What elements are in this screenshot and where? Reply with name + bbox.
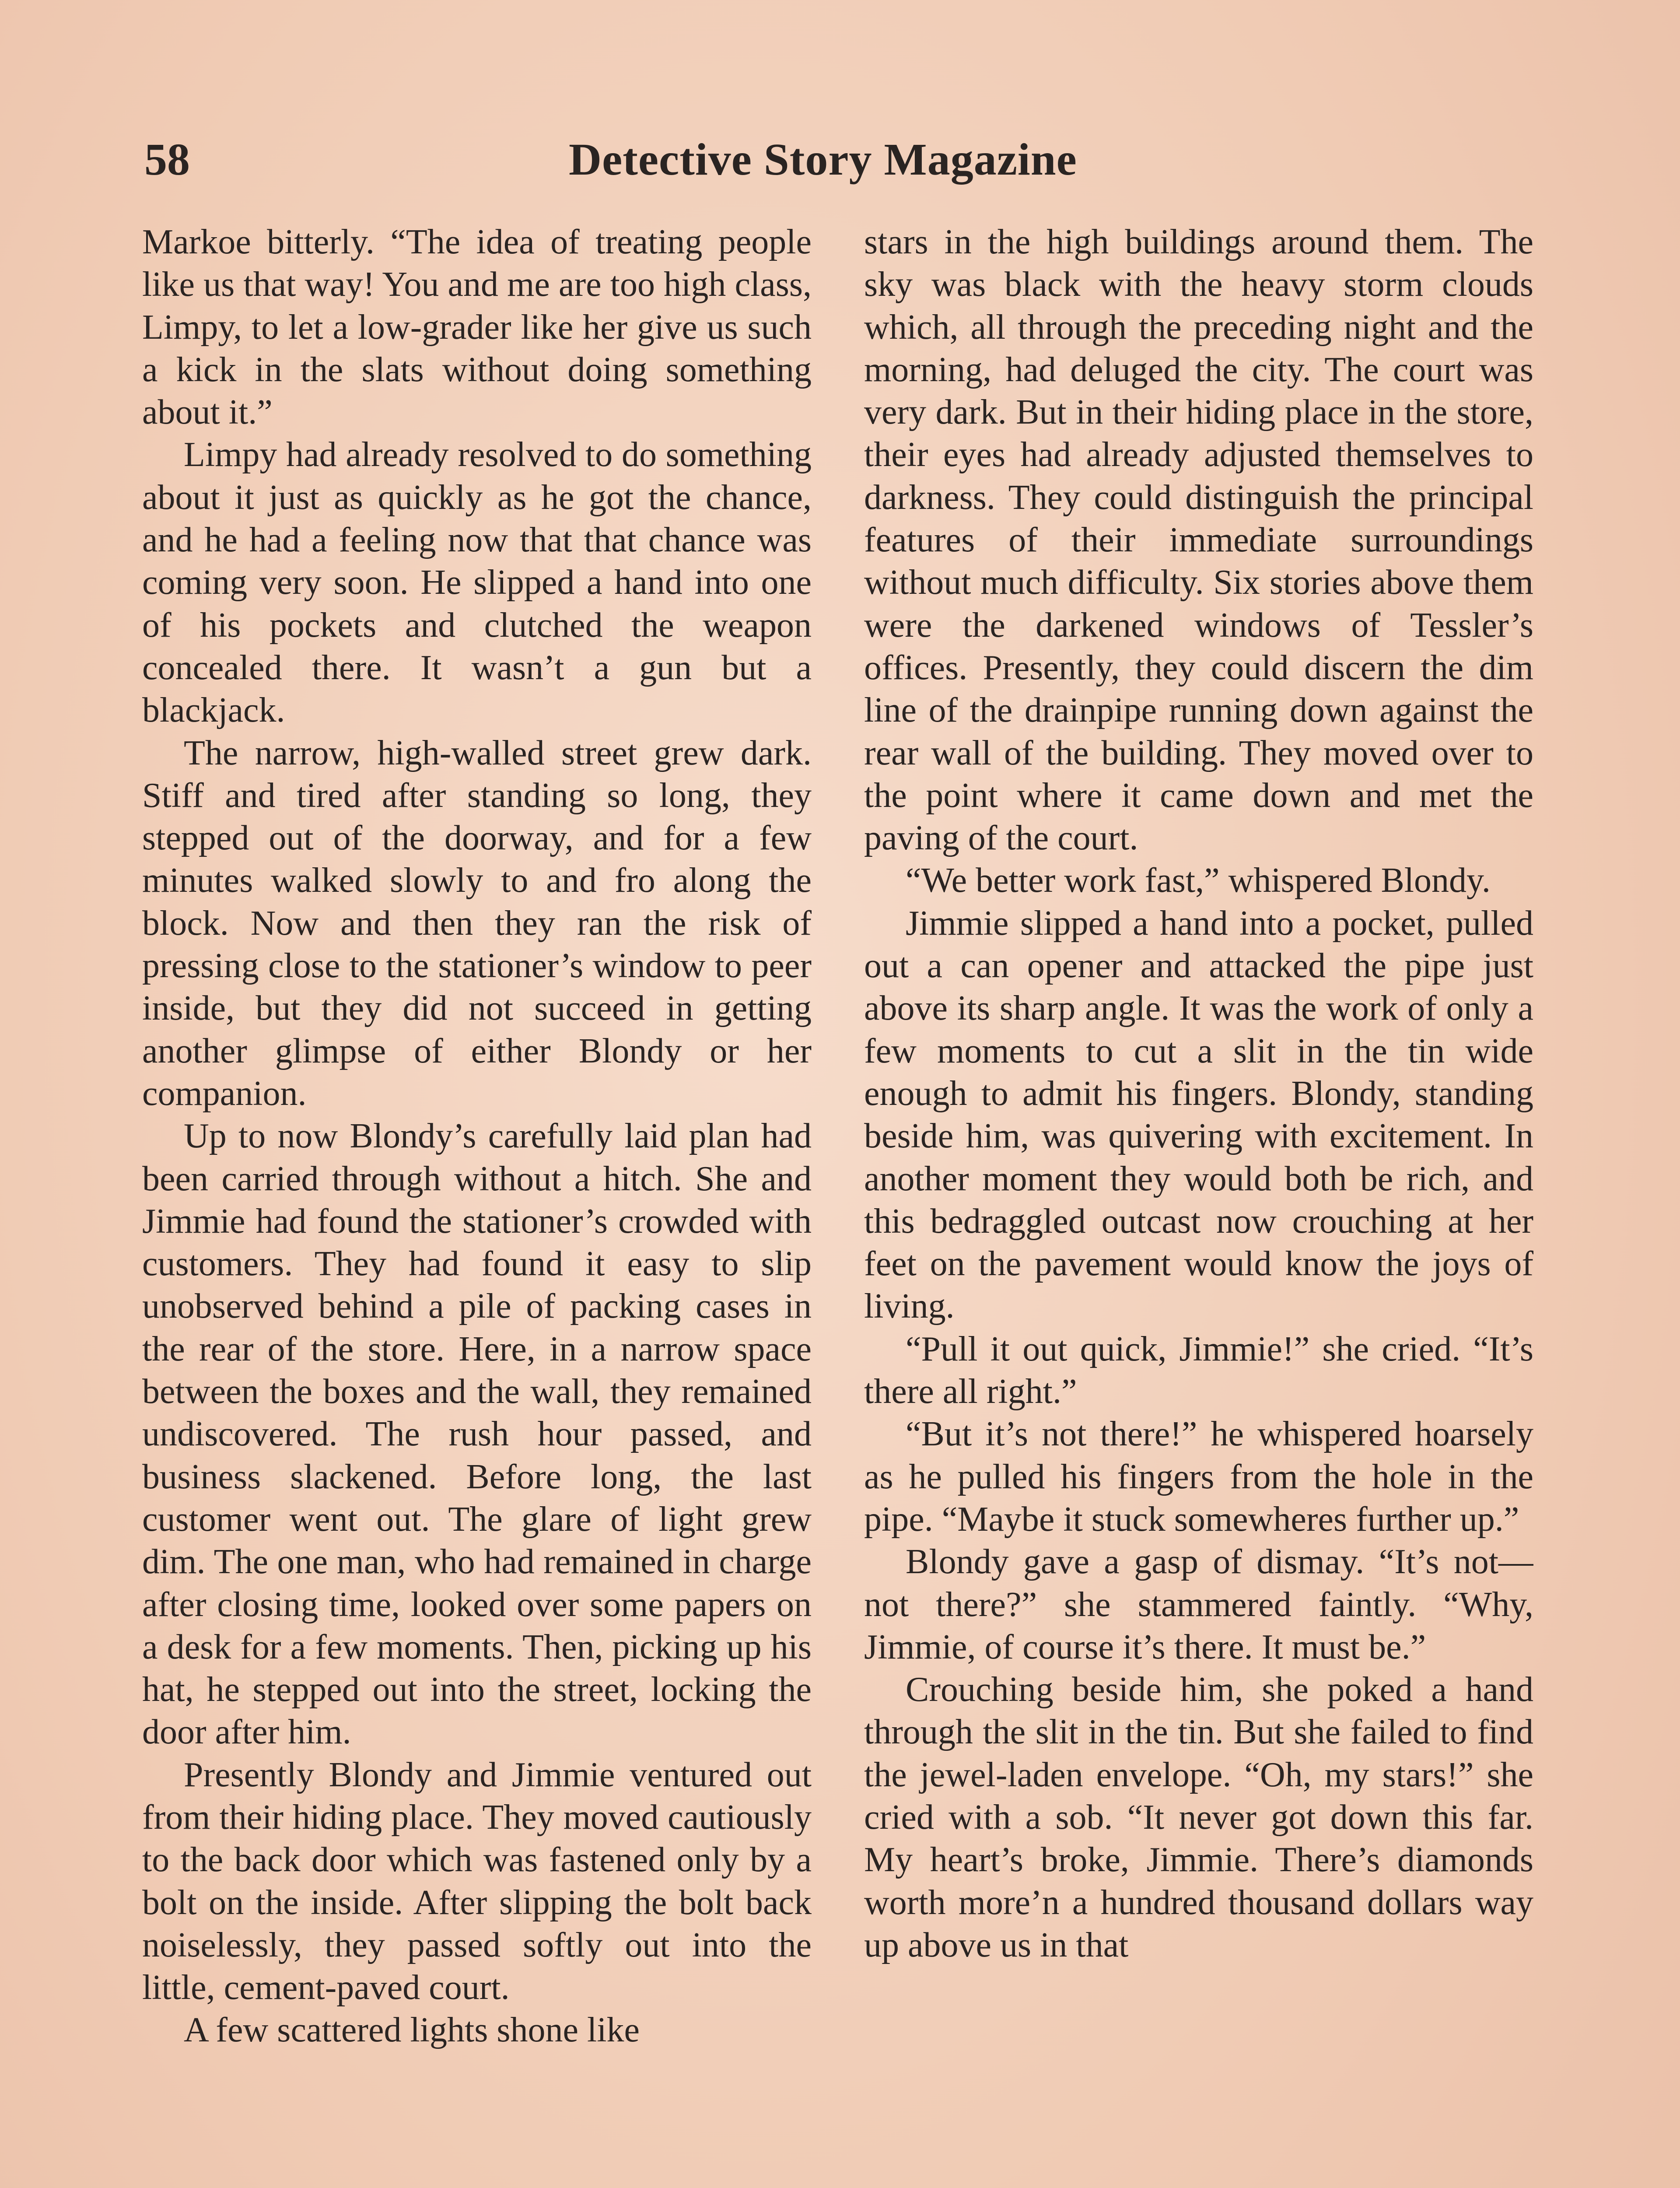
paragraph: Blondy gave a gasp of dismay. “It’s not—not there?” she stammered faintly. “Why, Jimmie, of course it’s there. It must be.”	[864, 1543, 1533, 1666]
right-column	[864, 221, 1533, 2188]
paragraph: Markoe bitterly. “The idea of treating people like us that way! You and me are too high class, Limpy, to let a low-grader like her give us such a kick in the slats without doing something about it.”	[142, 223, 812, 432]
paragraph: Jimmie slipped a hand into a pocket, pulled out a can opener and attacked the pipe just above its sharp angle. It was the work of only a few moments to cut a slit in the tin wide enough to admit his fingers. Blondy, standing beside him, was quivering with excitement. In another moment they would both be rich, and this bedraggled outcast now crouching at her feet on the pavement would know the joys of living.	[864, 904, 1533, 1326]
paragraph: The narrow, high-walled street grew dark. Stiff and tired after standing so long, they stepped out of the doorway, and for a few minutes walked slowly to and fro along the block. Now and then they ran the risk of pressing close to the stationer’s window to peer inside, but they did not succeed in getting another glimpse of either Blondy or her companion.	[142, 733, 812, 1113]
paragraph: A few scattered lights shone like	[184, 2011, 640, 2050]
paragraph: Up to now Blondy’s carefully laid plan had been carried through without a hitch. She and Jimmie had found the stationer’s crowded with customers. They had found it easy to slip unobserved behind a pile of packing cases in the rear of the store. Here, in a narrow space between the boxes and the wall, they remained undiscovered. The rush hour passed, and business slackened. Before long, the last customer went out. The glare of light grew dim. The one man, who had remained in charge after closing time, looked over some papers on a desk for a few moments. Then, picking up his hat, he stepped out into the street, locking the door after him.	[142, 1117, 812, 1752]
paragraph: Limpy had already resolved to do something about it just as quickly as he got the chance, and he had a feeling now that that chance was coming very soon. He slipped a hand into one of his pockets and clutched the weapon concealed there. It wasn’t a gun but a blackjack.	[142, 435, 812, 730]
paragraph: “But it’s not there!” he whispered hoarsely as he pulled his fingers from the hole in the pipe. “Maybe it stuck somewheres further up.”	[864, 1415, 1533, 1539]
running-head: Detective Story Magazine	[569, 134, 1077, 185]
page-header	[144, 127, 1544, 193]
paragraph: Crouching beside him, she poked a hand through the slit in the tin. But she failed to find the jewel-laden envelope. “Oh, my stars!” she cried with a sob. “It never got down this far. My heart’s broke, Jimmie. There’s diamonds worth more’n a hundred thousand dollars way up above us in that	[864, 1670, 1533, 1964]
paragraph: “Pull it out quick, Jimmie!” she cried. “It’s there all right.”	[864, 1329, 1533, 1411]
page-number: 58	[144, 134, 190, 185]
paragraph: stars in the high buildings around them. The sky was black with the heavy storm clouds which, all through the preceding night and the morning, had deluged the city. The court was very dark. But in their hiding place in the store, their eyes had already adjusted themselves to darkness. They could distinguish the principal features of their immediate surroundings without much difficulty. Six stories above them were the darkened windows of Tessler’s offices. Presently, they could discern the dim line of the drainpipe running down against the rear wall of the building. They moved over to the point where it came down and met the paving of the court.	[864, 223, 1533, 858]
paragraph: “We better work fast,” whispered Blondy.	[906, 861, 1491, 900]
paragraph: Presently Blondy and Jimmie ventured out from their hiding place. They moved cautiously to the back door which was fastened only by a bolt on the inside. After slipping the bolt back noiselessly, they passed softly out into the little, cement-paved court.	[142, 1755, 812, 2007]
left-column	[142, 221, 812, 2188]
